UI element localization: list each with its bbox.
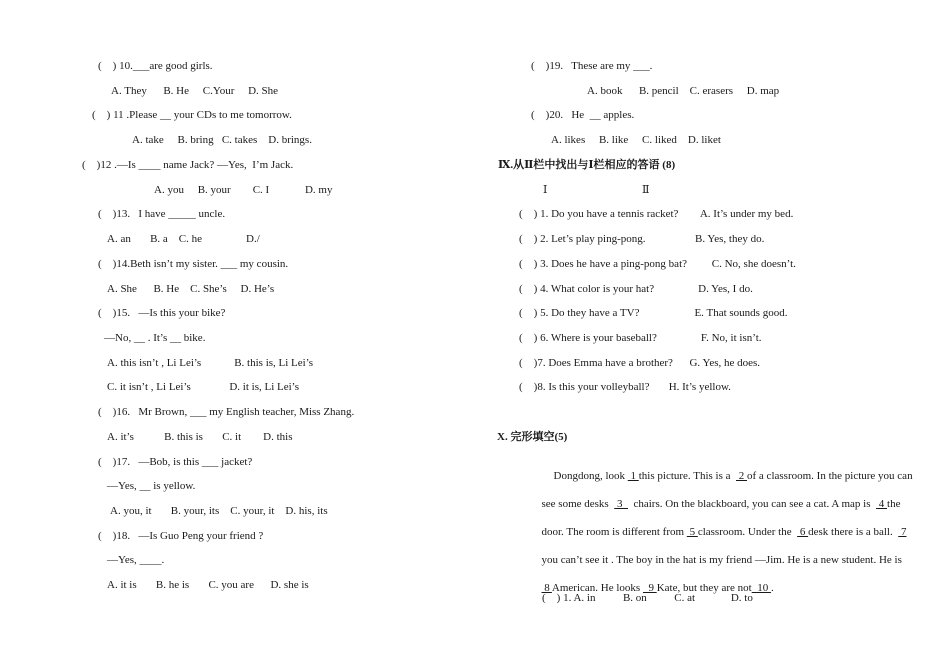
question-16: ( )16. Mr Brown, ___ my English teacher, Miss Zhang.: [98, 406, 355, 418]
match-item-5: ( ) 5. Do they have a TV? E. That sounds good.: [519, 307, 788, 319]
match-item-4: ( ) 4. What color is your hat? D. Yes, I do.: [519, 283, 753, 295]
question-18-options: A. it is B. he is C. you are D. she is: [107, 579, 309, 591]
match-item-2: ( ) 2. Let’s play ping-pong. B. Yes, they do.: [519, 233, 765, 245]
question-11: ( ) 11 .Please __ your CDs to me tomorrow.: [92, 109, 292, 121]
section-ix-heading: Ⅸ.从Ⅱ栏中找出与Ⅰ栏相应的答语 (8): [498, 159, 676, 171]
section-x-heading: X. 完形填空(5): [497, 431, 568, 443]
cloze-line-1: Dongdong, look 1 this picture. This is a 2 of a classroom. In the picture you can: [553, 470, 913, 482]
question-17: ( )17. —Bob, is this ___ jacket?: [98, 456, 253, 468]
column-i-header: Ⅰ: [543, 184, 548, 196]
question-15-options-ab: A. this isn’t , Li Lei’s B. this is, Li Lei’s: [107, 357, 314, 369]
question-17-dialog: —Yes, __ is yellow.: [107, 480, 196, 492]
question-16-options: A. it’s B. this is C. it D. this: [107, 431, 293, 443]
question-18: ( )18. —Is Guo Peng your friend ?: [98, 530, 264, 542]
cloze-line-5: 8 American. He looks 9 Kate, but they are not 10 .: [541, 582, 774, 594]
question-19: ( )19. These are my ___.: [531, 60, 653, 72]
question-12: ( )12 .—Is ____ name Jack? —Yes, I’m Jack.: [82, 159, 294, 171]
question-15-dialog: —No, __ . It’s __ bike.: [104, 332, 206, 344]
question-13: ( )13. I have _____ uncle.: [98, 208, 226, 220]
question-11-options: A. take B. bring C. takes D. brings.: [132, 134, 312, 146]
question-18-dialog: —Yes, ____.: [107, 554, 165, 566]
cloze-line-3: door. The room is different from 5 classroom. Under the 6 desk there is a ball. 7: [541, 526, 907, 538]
match-item-3: ( ) 3. Does he have a ping-pong bat? C. No, she doesn’t.: [519, 258, 796, 270]
question-10: ( ) 10.___are good girls.: [98, 60, 213, 72]
match-item-1: ( ) 1. Do you have a tennis racket? A. It’s under my bed.: [519, 208, 794, 220]
question-13-options: A. an B. a C. he D./: [107, 233, 260, 245]
question-15-options-cd: C. it isn’t , Li Lei’s D. it is, Li Lei’s: [107, 381, 299, 393]
match-item-8: ( )8. Is this your volleyball? H. It’s yellow.: [519, 381, 731, 393]
question-14-options: A. She B. He C. She’s D. He’s: [107, 283, 275, 295]
question-20-options: A. likes B. like C. liked D. liket: [551, 134, 721, 146]
match-item-7: ( )7. Does Emma have a brother? G. Yes, he does.: [519, 357, 761, 369]
question-10-options: A. They B. He C.Your D. She: [111, 85, 279, 97]
question-12-options: A. you B. your C. I D. my: [154, 184, 333, 196]
cloze-line-4: you can’t see it . The boy in the hat is my friend —Jim. He is a new student. He is: [541, 554, 902, 566]
match-item-6: ( ) 6. Where is your baseball? F. No, it isn’t.: [519, 332, 762, 344]
question-15: ( )15. —Is this your bike?: [98, 307, 226, 319]
question-20: ( )20. He __ apples.: [531, 109, 635, 121]
cloze-line-2: see some desks 3 chairs. On the blackboard, you can see a cat. A map is 4 the: [541, 498, 901, 510]
question-19-options: A. book B. pencil C. erasers D. map: [587, 85, 780, 97]
question-14: ( )14.Beth isn’t my sister. ___ my cousin.: [98, 258, 289, 270]
question-17-options: A. you, it B. your, its C. your, it D. his, its: [110, 505, 328, 517]
column-ii-header: Ⅱ: [642, 184, 650, 196]
cloze-question-1: ( ) 1. A. in B. on C. at D. to: [542, 592, 753, 604]
